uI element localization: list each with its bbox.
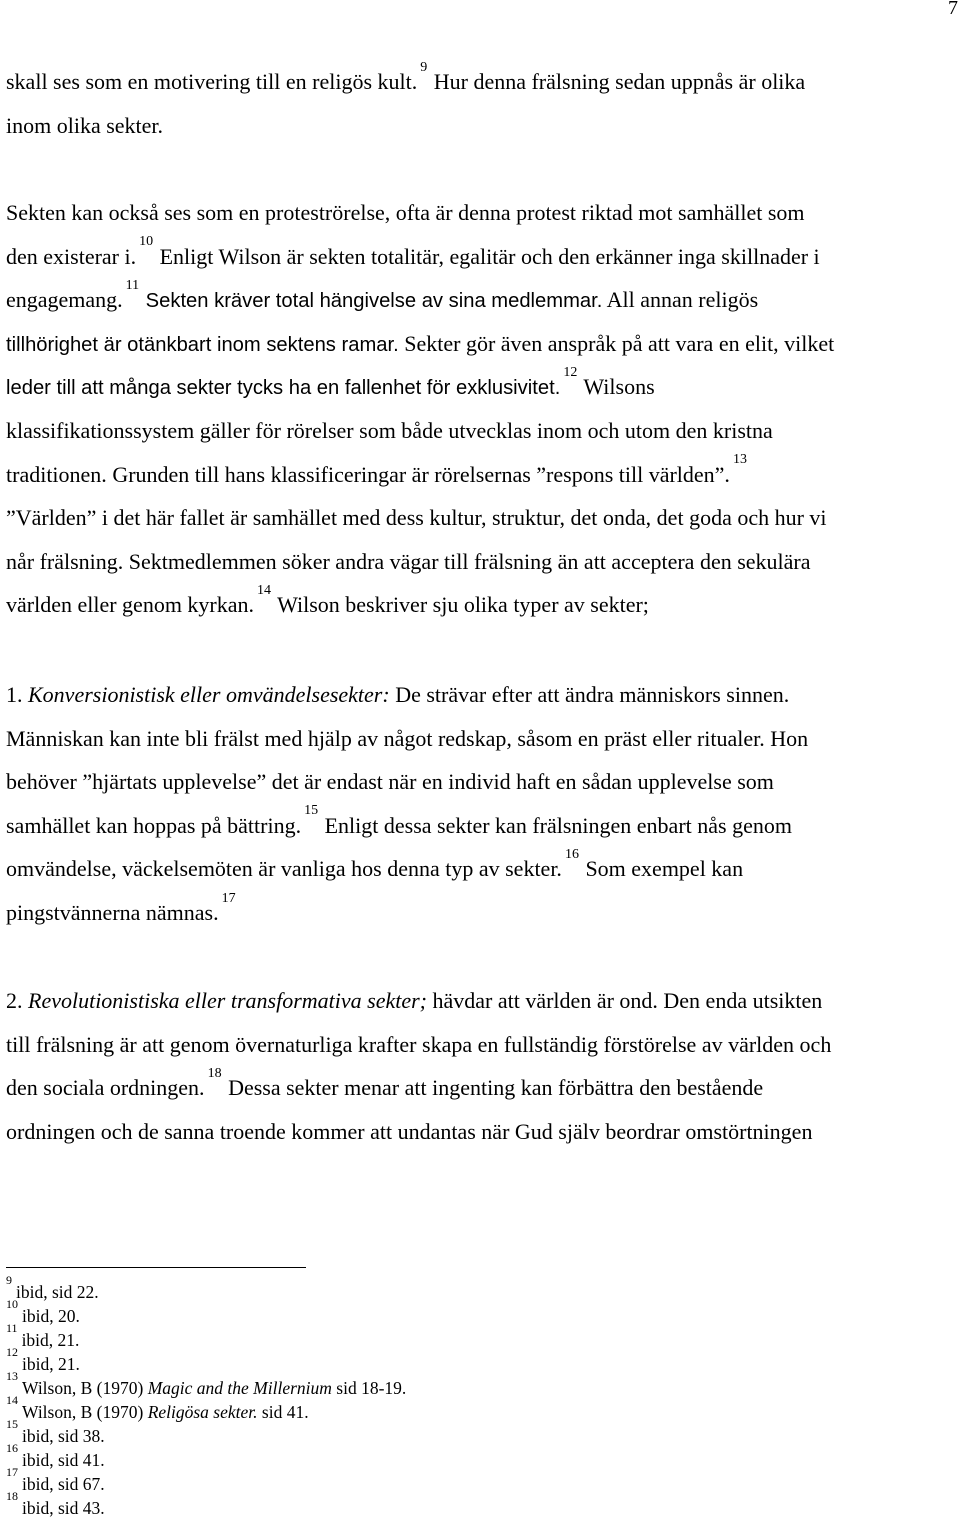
footnote-ref[interactable]: 13 [732,452,747,468]
text-segment: Sekten kräver total hängivelse av sina medlemmar. [145,290,603,313]
text-segment: når frälsning. [6,548,124,574]
text-line [6,979,958,1023]
list-item-conversionist [6,673,958,935]
footnote-text: Wilson, B (1970) [22,1402,148,1422]
text-segment: hävdar att världen är ond. Den enda utsikten [432,988,823,1013]
footnotes [6,1273,407,1520]
footnote-title: Religösa sekter. [147,1402,258,1422]
text-segment: engagemang. [6,287,123,313]
footnote-ref[interactable]: 14 [257,583,272,599]
footnote-title: Magic and the Millernium [147,1378,332,1398]
text-segment: De strävar efter att ändra människors sinnen. [395,682,790,707]
footnote-ref[interactable]: 10 [139,234,154,250]
text-segment: Som exempel kan [585,856,744,882]
text-line [6,409,958,453]
footnote-text: ibid, sid 41. [22,1450,105,1470]
text-line [6,235,958,279]
footnote-ref[interactable]: 15 [304,803,319,819]
footnote-ref[interactable]: 17 [221,890,236,906]
footnote-number: 16 [6,1441,18,1456]
footnote-ref[interactable]: 12 [563,365,578,381]
footnote-text: sid 18-19. [331,1378,407,1398]
text-line [6,1066,958,1110]
text-segment: Hur denna frälsning sedan uppnås är olika [433,69,806,94]
footnote [6,1441,406,1472]
footnote [6,1297,406,1328]
footnote [6,1393,406,1424]
text-segment: samhället kan hoppas på bättring. [6,812,302,838]
text-line [6,760,958,804]
text-segment: Sektmedlemmen söker andra vägar till frälsning än att acceptera den sekulära [128,548,811,574]
footnote-text: sid 41. [257,1402,309,1422]
text-segment: ordningen och de sanna troende kommer att undantas när Gud själv beordrar omstörtningen [6,1118,813,1144]
footnote [6,1273,406,1304]
footnote-number: 12 [6,1345,18,1360]
text-segment: till frälsning är att genom övernaturliga krafter skapa en fullständig förstörelse av världen och [6,1031,832,1057]
list-item-title: Konversionistisk eller omvändelsesekter: [28,682,390,707]
text-segment: Sekter gör även anspråk på att vara en elit, vilket [404,330,835,356]
text-line [6,191,958,235]
text-line [6,1110,958,1154]
footnote [6,1369,407,1400]
text-segment: pingstvännerna nämnas. [6,899,219,925]
list-number: 1. [6,682,23,707]
text-segment: Wilsons [583,374,655,400]
text-line [6,1023,958,1067]
text-line [6,847,958,891]
text-line [6,496,958,540]
text-segment: inom olika sekter. [6,112,164,138]
footnote-text: ibid, 21. [22,1354,80,1374]
text-line [6,717,958,761]
text-segment: den existerar i. [6,243,137,269]
text-line [6,673,958,717]
footnote [6,1417,406,1448]
text-line [6,804,958,848]
footnote-number: 13 [6,1369,18,1384]
text-segment: Sekten kan också ses som en proteströrelse, ofta är denna protest riktad mot samhället som [6,200,805,225]
text-line [6,322,958,366]
footnote-number: 11 [6,1321,18,1336]
footnote-number: 17 [6,1465,18,1480]
footnote-ref[interactable]: 11 [125,277,140,293]
text-line [6,540,958,584]
paragraph-sect-protest [6,191,958,627]
text-line [6,583,958,627]
text-segment: Enligt Wilson är sekten totalitär, egalitär och den erkänner inga skillnader i [159,243,820,269]
page-number: 7 [948,0,958,19]
text-line [6,278,958,322]
text-segment: Enligt dessa sekter kan frälsningen enbart nås genom [324,812,792,838]
footnote-text: ibid, sid 43. [22,1498,105,1518]
text-segment: traditionen. [6,461,107,487]
text-segment: klassifikationssystem gäller för rörelser som både utvecklas inom och utom den kristna [6,417,773,443]
footnote [6,1345,406,1376]
footnote-divider [6,1267,306,1268]
footnote-ref[interactable]: 9 [420,59,428,75]
footnote-text: ibid, sid 22. [16,1282,99,1302]
text-segment: världen eller genom kyrkan. [6,592,255,618]
list-item-title: Revolutionistiska eller transformativa sekter; [28,988,427,1013]
footnote-number: 15 [6,1417,18,1432]
text-line [6,365,958,409]
text-segment: den sociala ordningen. [6,1075,205,1101]
footnote-text: ibid, sid 38. [22,1426,105,1446]
footnote-text: ibid, sid 67. [22,1474,105,1494]
footnote-ref[interactable]: 16 [564,847,579,863]
text-segment: Wilson beskriver sju olika typer av sekter; [277,592,649,618]
text-segment: All annan religös [606,287,759,313]
footnote-text: Wilson, B (1970) [22,1378,148,1398]
footnote-number: 9 [6,1273,12,1288]
text-segment: skall ses som en motivering till en religös kult. [6,69,418,94]
footnote-number: 10 [6,1297,18,1312]
footnote-text: ibid, 20. [22,1306,80,1326]
text-segment: Dessa sekter menar att ingenting kan förbättra den bestående [228,1075,764,1101]
list-number: 2. [6,988,23,1013]
footnote-number: 18 [6,1489,18,1504]
text-segment: behöver ”hjärtats upplevelse” det är endast när en individ haft en sådan upplevelse som [6,769,774,795]
list-item-revolutionist [6,979,958,1153]
footnote [6,1321,406,1352]
text-line [6,104,958,148]
text-line [6,60,958,104]
footnote-number: 14 [6,1393,18,1408]
text-line [6,453,958,497]
footnote [6,1489,406,1520]
text-segment: tillhörighet är otänkbart inom sektens ramar. [6,333,399,356]
footnote-text: ibid, 21. [21,1330,80,1350]
text-segment: omvändelse, väckelsemöten är vanliga hos denna typ av sekter. [6,856,562,882]
text-segment: Grunden till hans klassificeringar är rörelsernas ”respons till världen”. [112,461,730,487]
text-segment: Människan kan inte bli frälst med hjälp av något redskap, såsom en präst eller ritualer. Hon [6,725,809,751]
text-segment: ”Världen” i det här fallet är samhället med dess kultur, struktur, det onda, det goda och hur vi [6,505,827,531]
text-line [6,891,958,935]
paragraph-motivation [6,60,958,147]
footnote [6,1465,406,1496]
text-segment: leder till att många sekter tycks ha en fallenhet för exklusivitet. [6,377,561,400]
footnote-ref[interactable]: 18 [207,1065,222,1081]
